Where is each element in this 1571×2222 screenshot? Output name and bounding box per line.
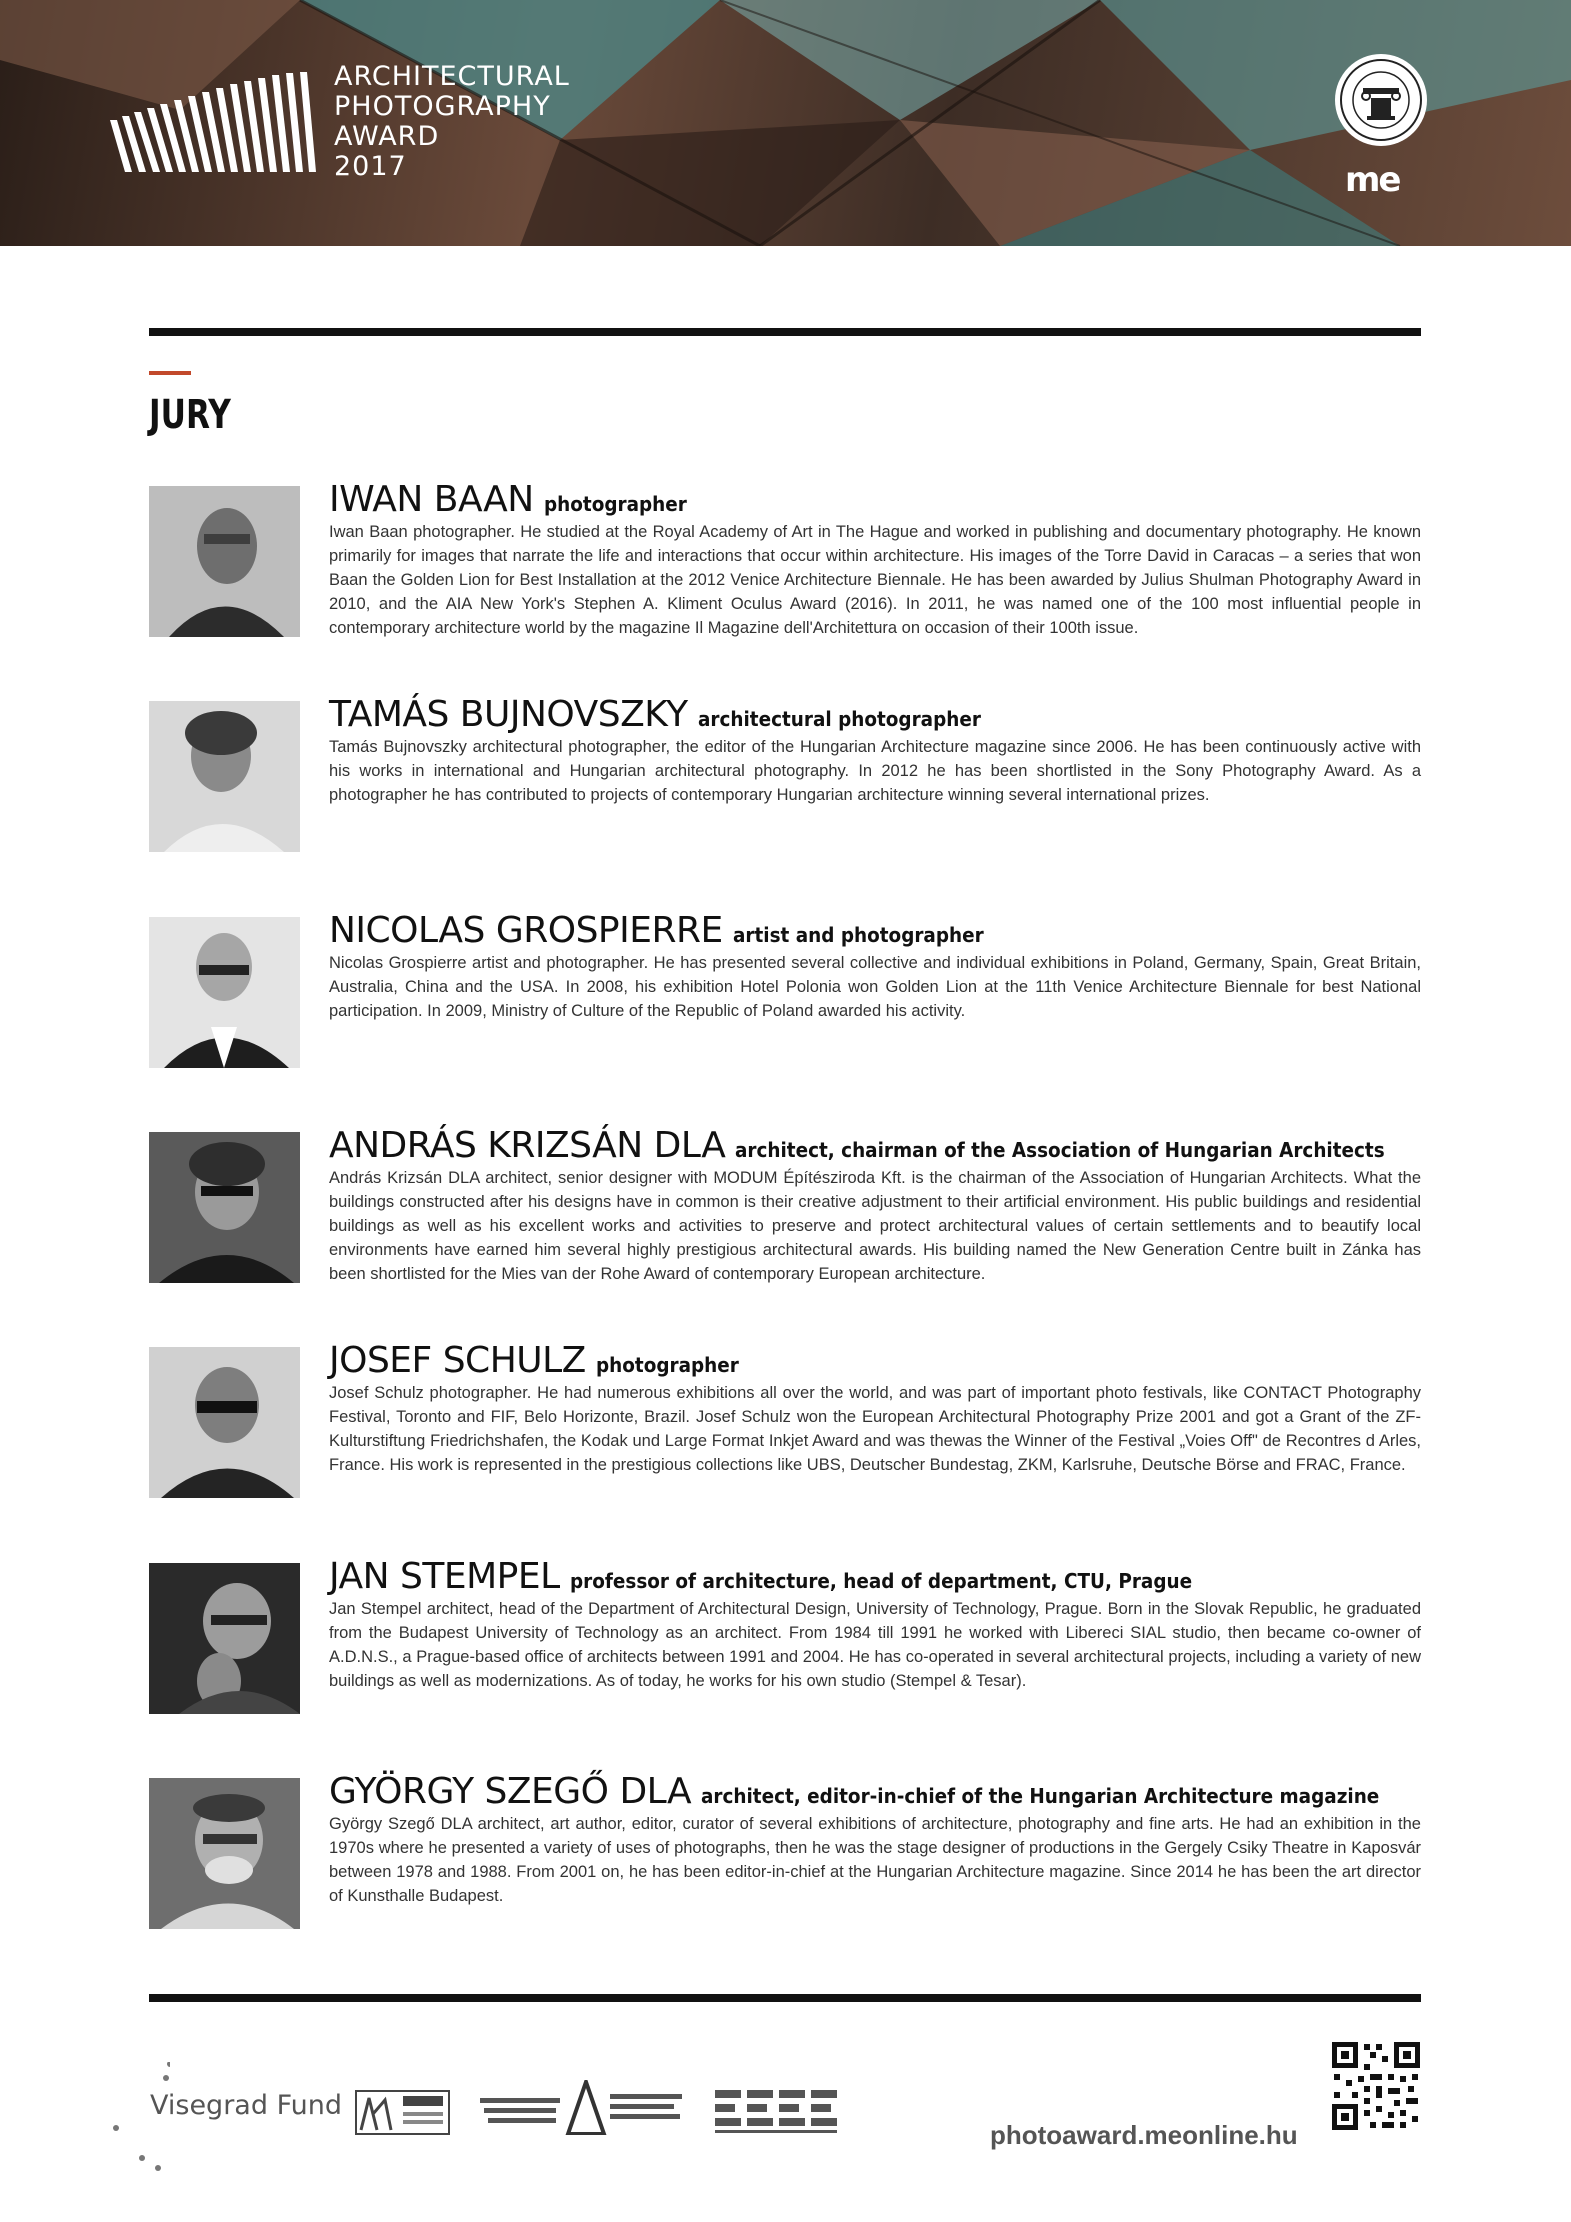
jury-info (329, 911, 1421, 1023)
jury-role: architect, chairman of the Association of Hungarian Architects (735, 1138, 1386, 1162)
jury-bio: Josef Schulz photographer. He had numerous exhibitions all over the world, and was part of important photo festivals, like CONTACT Photography Festival, Toronto and FIF, Belo Horizonte, Brazil. Josef Schulz won the European Architectural Photography Prize 2001 and got a Grant of the ZF-Kulturstiftung Friedrichshafen, the Kodak und Large Format Inkjet Award and was thewas the Winner of the Festival „Voies Off" de Recontres d Arles, France. His work is represented in the prestigious collections like UBS, Deutscher Bundestag, ZKM, Karlsruhe, Deutsche Börse and FRAC, France. (329, 1384, 1421, 1474)
jury-name: ANDRÁS KRIZSÁN DLA (329, 1125, 726, 1166)
jury-info (329, 1557, 1421, 1693)
jury-info (329, 695, 1421, 807)
me-logo: me (1345, 160, 1400, 200)
jury-role: photographer (595, 1353, 739, 1377)
portrait-photo (149, 486, 300, 637)
jury-info (329, 1126, 1421, 1286)
section-title: JURY (149, 392, 231, 438)
jury-role: architect, editor-in-chief of the Hungarian Architecture magazine (701, 1784, 1380, 1808)
portrait-photo (149, 1347, 300, 1498)
header-banner (0, 0, 1571, 246)
jury-name: JAN STEMPEL (329, 1556, 560, 1597)
hungarian-architects-chamber-logo-icon (715, 2090, 845, 2135)
jury-info (329, 480, 1421, 640)
jury-member (149, 910, 1421, 1087)
jury-member (149, 1125, 1421, 1302)
jury-role: professor of architecture, head of department, CTU, Prague (569, 1569, 1192, 1593)
jury-bio: Tamás Bujnovszky architectural photographer, the editor of the Hungarian Architecture magazine since 2006. He has been continuously active with his works in international and Hungarian architectural photography. In 2012 he has been shortlisted in the Sony Photography Award. As a photographer he has contributed to projects of contemporary Hungarian architecture winning several international prizes. (329, 738, 1421, 804)
bottom-rule (149, 1994, 1421, 2002)
portrait-photo (149, 1563, 300, 1714)
portrait-photo (149, 1778, 300, 1929)
jury-member (149, 479, 1421, 656)
jury-info (329, 1772, 1421, 1908)
award-title (334, 62, 570, 182)
jury-member (149, 694, 1421, 871)
section-accent-bar (149, 371, 191, 375)
jury-member (149, 1556, 1421, 1733)
slovak-architects-society-logo-icon (480, 2080, 685, 2135)
jury-bio: Iwan Baan photographer. He studied at the Royal Academy of Art in The Hague and worked in publishing and documentary photography. He known primarily for images that narrate the life and interactions that occur within architecture. His images of the Torre David in Caracas – a series that won Baan the Golden Lion for Best Installation at the 2012 Venice Architecture Biennale. He has been awarded by Julius Shulman Photography Award in 2010, and the AIA New York's Stephen A. Kliment Oculus Award (2016). In 2011, he was named one of the 100 most influential people in contemporary architecture world by the magazine Il Magazine dell'Architettura on occasion of their 100th issue. (329, 523, 1421, 637)
jury-name: TAMÁS BUJNOVSZKY (329, 694, 688, 735)
top-rule (149, 328, 1421, 336)
striped-wave-logo-icon (110, 72, 325, 177)
award-title-line: PHOTOGRAPHY (334, 91, 551, 122)
jury-role: architectural photographer (697, 707, 981, 731)
jury-role: artist and photographer (732, 923, 984, 947)
portrait-photo (149, 917, 300, 1068)
jury-bio: András Krizsán DLA architect, senior designer with MODUM Építésziroda Kft. is the chairman of the Association of Hungarian Architects. What the buildings constructed after his designs have in common is their creative adjustment to their artificial environment. His public buildings and residential buildings as well as his excellent works and activities to preserve and protect architectural values of certain settlements and to beautify local environments have earned him several highly prestigious architectural awards. His building named the New Generation Centre built in Zánka has been shortlisted for the Mies van der Rohe Award of contemporary European architecture. (329, 1169, 1421, 1283)
jury-name: IWAN BAAN (329, 479, 534, 520)
jury-member (149, 1771, 1421, 1948)
portrait-photo (149, 1132, 300, 1283)
ctu-logo-icon (355, 2090, 450, 2135)
portrait-photo (149, 701, 300, 852)
jury-bio: Nicolas Grospierre artist and photographer. He has presented several collective and individual exhibitions in Poland, Germany, Spain, Great Britain, Australia, China and the USA. In 2008, his exhibition Hotel Polonia won Golden Lion at the 11th Venice Architecture Biennale for best National participation. In 2009, Ministry of Culture of the Republic of Poland awarded his activity. (329, 954, 1421, 1020)
jury-bio: Jan Stempel architect, head of the Department of Architectural Design, University of Technology, Prague. Born in the Slovak Republic, he graduated from the Budapest University of Technology as an architect. From 1984 till 1991 he worked with Libereci SIAL studio, then became co-owner of A.D.N.S., a Prague-based office of architects between 1991 and 2004. He has co-operated in several architectural projects, including a variety of new buildings as well as modernizations. As of today, he works for his own studio (Stempel & Tesar). (329, 1600, 1421, 1690)
award-title-line: AWARD (334, 121, 440, 152)
website-link[interactable]: photoaward.meonline.hu (990, 2120, 1298, 2150)
visegrad-fund-label: Visegrad Fund (150, 2090, 342, 2121)
jury-member (149, 1340, 1421, 1517)
footer (0, 2020, 1571, 2200)
award-year: 2017 (334, 151, 407, 182)
jury-role: photographer (543, 492, 687, 516)
jury-bio: György Szegő DLA architect, art author, editor, curator of several exhibitions of architecture, photography and fine arts. He had an exhibition in the 1970s where he presented a variety of uses of photographs, then he was the stage designer of productions in the Gergely Csiky Theatre in Kaposvár between 1978 and 1988. From 2001 on, he has been editor-in-chief at the Hungarian Architecture magazine. Since 2014 he has been the art director of Kunsthalle Budapest. (329, 1815, 1421, 1905)
jury-info (329, 1341, 1421, 1477)
jury-name: GYÖRGY SZEGŐ DLA (329, 1771, 692, 1812)
column-capital-seal-icon (1335, 54, 1427, 146)
jury-name: JOSEF SCHULZ (329, 1340, 586, 1381)
award-title-line: ARCHITECTURAL (334, 61, 570, 92)
qr-code-icon (1330, 2040, 1422, 2132)
jury-name: NICOLAS GROSPIERRE (329, 910, 723, 951)
